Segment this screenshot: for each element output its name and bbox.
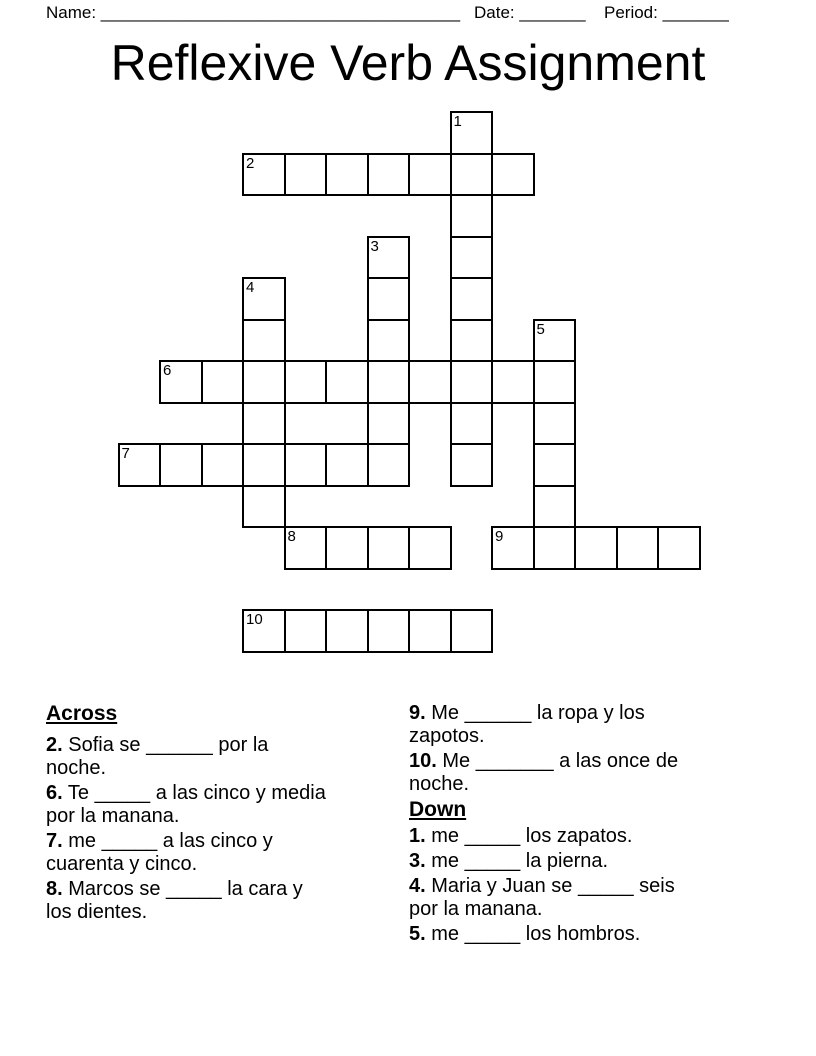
period-label: Period: [604,3,658,22]
crossword-cell[interactable] [159,360,203,404]
date-blank: _______ [514,3,586,22]
clue [46,734,396,780]
cell-number: 4 [246,279,255,296]
crossword-cell[interactable] [533,402,577,446]
clue-number: 2. [46,734,63,756]
crossword-cell[interactable] [242,360,286,404]
clue-text: me _____ los zapatos. [425,825,633,847]
cell-number: 8 [287,528,296,545]
clue [46,782,396,828]
down-clues-group [409,825,759,946]
crossword-cell[interactable] [533,443,577,487]
crossword-cell[interactable] [450,402,494,446]
clue-number: 1. [409,825,426,847]
crossword-cell[interactable] [491,153,535,197]
crossword-cell[interactable] [325,153,369,197]
cell-number: 7 [121,445,130,462]
crossword-cell[interactable] [408,360,452,404]
period-field [604,3,729,23]
crossword-cell[interactable] [284,609,328,653]
cell-number: 2 [246,154,255,172]
clue-number: 3. [409,850,426,872]
clue-text: Sofia se ______ por la noche. [46,734,269,779]
crossword-cell[interactable] [574,526,618,570]
clues-right-column [409,702,759,948]
crossword-cell[interactable] [450,194,494,238]
clue-text: me _____ la pierna. [425,850,609,872]
crossword-cell[interactable] [450,277,494,321]
clue-number: 5. [409,923,426,945]
period-blank: _______ [657,3,729,22]
clue [409,850,759,873]
name-field [46,3,460,23]
clue [409,923,759,946]
crossword-cell[interactable] [325,526,369,570]
clue [409,825,759,848]
across-clues-group [409,702,759,796]
crossword-cell[interactable] [408,526,452,570]
crossword-cell[interactable] [616,526,660,570]
clue-number: 6. [46,782,63,804]
crossword-cell[interactable] [284,443,328,487]
crossword-cell[interactable] [657,526,701,570]
crossword-cell[interactable] [118,443,162,487]
crossword-cell[interactable] [242,277,286,321]
crossword-cell[interactable] [325,609,369,653]
crossword-cell[interactable] [201,360,245,404]
crossword-cell[interactable] [491,526,535,570]
crossword-cell[interactable] [450,236,494,280]
down-heading: Down [409,798,467,821]
clue-number: 10. [409,750,437,772]
clue-number: 4. [409,875,426,897]
crossword-cell[interactable] [450,609,494,653]
crossword-cell[interactable] [242,153,286,197]
clue [409,702,759,748]
crossword-cell[interactable] [367,526,411,570]
crossword-cell[interactable] [367,402,411,446]
crossword-cell[interactable] [325,360,369,404]
clue-text: me _____ los hombros. [425,923,641,945]
across-clues-group [46,734,396,924]
clue [46,830,396,876]
crossword-cell[interactable] [242,609,286,653]
crossword-cell[interactable] [450,319,494,363]
crossword-cell[interactable] [408,153,452,197]
crossword-cell[interactable] [533,319,577,363]
clue [46,878,396,924]
clue-text: me _____ a las cinco y cuarenta y cinco. [46,830,273,875]
crossword-cell[interactable] [367,236,411,280]
name-blank: ______________________________________ [96,3,461,22]
crossword-cell[interactable] [367,277,411,321]
crossword-cell[interactable] [533,526,577,570]
crossword-cell[interactable] [533,485,577,529]
crossword-cell[interactable] [367,609,411,653]
crossword-cell[interactable] [242,319,286,363]
clue-text: Te _____ a las cinco y media por la manana. [46,782,326,827]
crossword-cell[interactable] [367,153,411,197]
cell-number: 3 [370,237,379,255]
crossword-cell[interactable] [284,526,328,570]
page-title: Reflexive Verb Assignment [110,35,706,91]
crossword-cell[interactable] [367,319,411,363]
crossword-cell[interactable] [450,153,494,197]
crossword-cell[interactable] [159,443,203,487]
crossword-cell[interactable] [367,360,411,404]
clue-text: Maria y Juan se _____ seis por la manana. [409,875,675,920]
crossword-cell[interactable] [450,111,494,155]
crossword-cell[interactable] [242,443,286,487]
date-field [474,3,586,23]
clue-text: Me _______ a las once de noche. [409,750,679,795]
crossword-cell[interactable] [408,609,452,653]
cell-number: 1 [453,113,462,130]
cell-number: 5 [536,320,545,338]
crossword-cell[interactable] [367,443,411,487]
cell-number: 10 [246,611,263,628]
date-label: Date: [474,3,515,22]
crossword-cell[interactable] [325,443,369,487]
clue-text: Marcos se _____ la cara y los dientes. [46,878,303,923]
crossword-cell[interactable] [450,443,494,487]
crossword-cell[interactable] [491,360,535,404]
cell-number: 9 [495,528,504,545]
crossword-cell[interactable] [284,360,328,404]
clue-number: 7. [46,830,63,852]
crossword-cell[interactable] [201,443,245,487]
clue-number: 8. [46,878,63,900]
crossword-cell[interactable] [450,360,494,404]
across-heading: Across [46,702,118,725]
clue [409,875,759,921]
crossword-cell[interactable] [533,360,577,404]
crossword-cell[interactable] [242,402,286,446]
name-label: Name: [46,3,97,22]
clue-text: Me ______ la ropa y los zapotos. [409,702,645,747]
clue [409,750,759,796]
clue-number: 9. [409,702,426,724]
cell-number: 6 [163,362,172,379]
crossword-cell[interactable] [242,485,286,529]
crossword-cell[interactable] [284,153,328,197]
clues-left-column [46,702,396,926]
